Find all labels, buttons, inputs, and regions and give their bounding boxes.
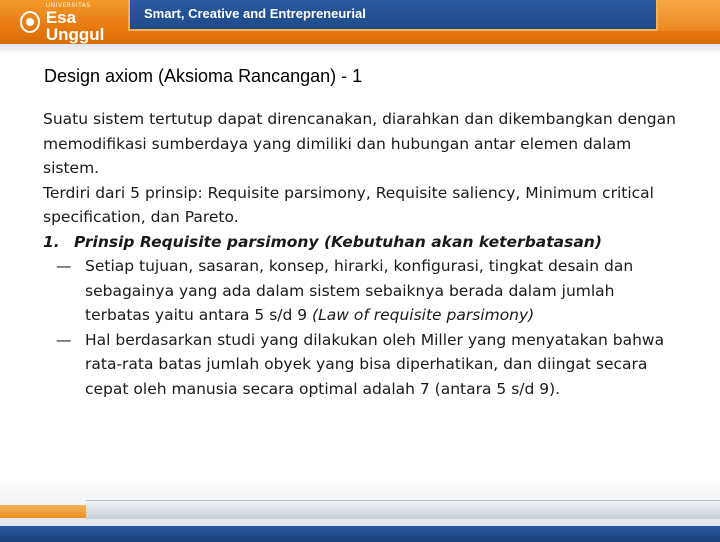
logo-name: Esa Unggul <box>45 7 105 44</box>
footer-bar <box>86 500 720 519</box>
tagline: Smart, Creative and Entrepreneurial <box>144 6 366 21</box>
paragraph-2: Terdiri dari 5 prinsip: Requisite parsimony, Requisite saliency, Minimum critical specification, dan Pareto. <box>43 183 654 226</box>
tagline-bar <box>128 0 658 31</box>
bullet-text-main: Setiap tujuan, sasaran, konsep, hirarki, konfigurasi, tingkat desain dan sebagainya yang ada dalam sistem sebaiknya berada dalam jumlah terbatas yaitu antara 5 s/d 9 <box>85 257 634 324</box>
numbered-item-1 <box>43 230 683 255</box>
bullet-text <box>85 254 683 328</box>
bullet-item-1 <box>56 254 683 328</box>
logo-small-text: UNIVERSITAS <box>45 1 91 9</box>
logo-emblem-icon <box>20 11 40 33</box>
footer-accent <box>0 505 86 518</box>
item-text: Prinsip Requisite parsimony (Kebutuhan akan keterbatasan) <box>74 232 602 251</box>
item-number: 1. <box>43 232 60 251</box>
university-logo <box>0 0 128 44</box>
logo-text <box>46 2 128 43</box>
paragraph-1: Suatu sistem tertutup dapat direncanakan, diarahkan dan dikembangkan dengan memodifikasi sumberdaya yang dimiliki dan hubungan antar elemen dalam sistem. <box>43 110 676 177</box>
header-shadow <box>0 44 720 54</box>
header-accent <box>658 0 720 31</box>
bullet-text: Hal berdasarkan studi yang dilakukan oleh Miller yang menyatakan bahwa rata-rata batas jumlah obyek yang bisa diperhatikan, dan diingat secara cepat oleh manusia secara optimal adalah 7 (antara 5 s/d 9). <box>85 330 665 398</box>
slide-header <box>0 0 720 44</box>
footer-strip <box>0 524 720 542</box>
dash-bullet-icon: — <box>56 330 72 349</box>
bullet-item-2 <box>56 328 683 402</box>
slide-title: Design axiom (Aksioma Rancangan) - 1 <box>44 66 363 86</box>
dash-bullet-icon: — <box>56 257 72 275</box>
slide-body <box>43 107 683 401</box>
bullet-text-italic: (Law of requisite parsimony) <box>312 306 535 324</box>
